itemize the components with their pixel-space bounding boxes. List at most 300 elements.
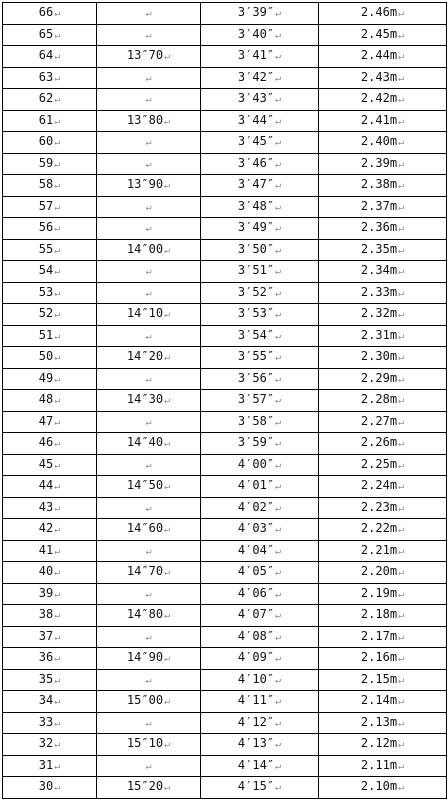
paragraph-mark-icon: ↵: [54, 459, 61, 471]
jump-cell[interactable]: [319, 691, 447, 713]
paragraph-mark-icon: ↵: [398, 760, 405, 772]
score-cell[interactable]: [3, 712, 97, 734]
score-cell[interactable]: [3, 734, 97, 756]
score-cell[interactable]: [3, 626, 97, 648]
paragraph-mark-icon: ↵: [145, 94, 152, 106]
run-cell[interactable]: [201, 497, 319, 519]
jump-cell[interactable]: [319, 454, 447, 476]
score-value: 42: [38, 521, 54, 536]
jump-cell[interactable]: [319, 261, 447, 283]
run-value: 4′05″: [237, 564, 275, 579]
jump-value: 2.19m: [360, 585, 398, 600]
sprint-cell[interactable]: [97, 433, 201, 455]
sprint-cell[interactable]: [97, 691, 201, 713]
jump-value: 2.10m: [360, 779, 398, 794]
score-cell[interactable]: [3, 24, 97, 46]
paragraph-mark-icon: ↵: [275, 158, 282, 170]
sprint-cell[interactable]: [97, 153, 201, 175]
jump-cell[interactable]: [319, 562, 447, 584]
sprint-cell[interactable]: [97, 347, 201, 369]
paragraph-mark-icon: ↵: [164, 51, 171, 63]
jump-cell[interactable]: [319, 626, 447, 648]
score-cell[interactable]: [3, 153, 97, 175]
paragraph-mark-icon: ↵: [275, 72, 282, 84]
run-cell[interactable]: [201, 755, 319, 777]
sprint-value: 14″20: [126, 349, 164, 364]
paragraph-mark-icon: ↵: [145, 287, 152, 299]
jump-value: 2.37m: [360, 198, 398, 213]
paragraph-mark-icon: ↵: [54, 588, 61, 600]
sprint-cell[interactable]: [97, 411, 201, 433]
run-cell[interactable]: [201, 777, 319, 799]
paragraph-mark-icon: ↵: [54, 696, 61, 708]
score-cell[interactable]: [3, 540, 97, 562]
jump-cell[interactable]: [319, 67, 447, 89]
sprint-cell[interactable]: [97, 540, 201, 562]
table-row: [3, 390, 447, 412]
paragraph-mark-icon: ↵: [54, 545, 61, 557]
run-cell[interactable]: [201, 454, 319, 476]
paragraph-mark-icon: ↵: [54, 115, 61, 127]
table-row: [3, 304, 447, 326]
paragraph-mark-icon: ↵: [398, 137, 405, 149]
score-value: 62: [38, 91, 54, 106]
paragraph-mark-icon: ↵: [275, 115, 282, 127]
sprint-cell[interactable]: [97, 175, 201, 197]
paragraph-mark-icon: ↵: [398, 158, 405, 170]
sprint-value: 14″40: [126, 435, 164, 450]
table-row: [3, 347, 447, 369]
table-row: [3, 540, 447, 562]
jump-cell[interactable]: [319, 540, 447, 562]
jump-value: 2.18m: [360, 607, 398, 622]
sprint-cell[interactable]: [97, 626, 201, 648]
run-value: 3′46″: [237, 155, 275, 170]
paragraph-mark-icon: ↵: [54, 717, 61, 729]
score-cell[interactable]: [3, 67, 97, 89]
score-cell[interactable]: [3, 777, 97, 799]
score-value: 46: [38, 435, 54, 450]
score-value: 36: [38, 650, 54, 665]
paragraph-mark-icon: ↵: [145, 29, 152, 41]
paragraph-mark-icon: ↵: [54, 610, 61, 622]
run-cell[interactable]: [201, 46, 319, 68]
run-value: 4′10″: [237, 671, 275, 686]
jump-cell[interactable]: [319, 583, 447, 605]
score-value: 66: [38, 5, 54, 20]
paragraph-mark-icon: ↵: [54, 481, 61, 493]
paragraph-mark-icon: ↵: [164, 782, 171, 794]
paragraph-mark-icon: ↵: [145, 674, 152, 686]
jump-cell[interactable]: [319, 153, 447, 175]
paragraph-mark-icon: ↵: [398, 481, 405, 493]
paragraph-mark-icon: ↵: [275, 395, 282, 407]
jump-cell[interactable]: [319, 605, 447, 627]
jump-cell[interactable]: [319, 325, 447, 347]
sprint-cell[interactable]: [97, 777, 201, 799]
paragraph-mark-icon: ↵: [145, 459, 152, 471]
run-cell[interactable]: [201, 691, 319, 713]
paragraph-mark-icon: ↵: [275, 373, 282, 385]
score-cell[interactable]: [3, 325, 97, 347]
jump-value: 2.29m: [360, 370, 398, 385]
paragraph-mark-icon: ↵: [398, 8, 405, 20]
paragraph-mark-icon: ↵: [398, 29, 405, 41]
jump-cell[interactable]: [319, 347, 447, 369]
jump-cell[interactable]: [319, 368, 447, 390]
sprint-value: 14″60: [126, 521, 164, 536]
sprint-cell[interactable]: [97, 304, 201, 326]
sprint-cell[interactable]: [97, 46, 201, 68]
score-cell[interactable]: [3, 648, 97, 670]
score-cell[interactable]: [3, 196, 97, 218]
table-row: [3, 433, 447, 455]
run-cell[interactable]: [201, 605, 319, 627]
jump-cell[interactable]: [319, 497, 447, 519]
score-value: 55: [38, 241, 54, 256]
run-cell[interactable]: [201, 368, 319, 390]
table-row: [3, 691, 447, 713]
jump-cell[interactable]: [319, 218, 447, 240]
paragraph-mark-icon: ↵: [54, 524, 61, 536]
jump-cell[interactable]: [319, 777, 447, 799]
paragraph-mark-icon: ↵: [164, 244, 171, 256]
paragraph-mark-icon: ↵: [398, 782, 405, 794]
run-cell[interactable]: [201, 153, 319, 175]
score-cell[interactable]: [3, 218, 97, 240]
paragraph-mark-icon: ↵: [54, 760, 61, 772]
paragraph-mark-icon: ↵: [398, 545, 405, 557]
jump-cell[interactable]: [319, 239, 447, 261]
paragraph-mark-icon: ↵: [275, 481, 282, 493]
paragraph-mark-icon: ↵: [398, 674, 405, 686]
score-value: 32: [38, 736, 54, 751]
table-row: [3, 712, 447, 734]
paragraph-mark-icon: ↵: [145, 373, 152, 385]
sprint-cell[interactable]: [97, 583, 201, 605]
sprint-cell[interactable]: [97, 669, 201, 691]
run-cell[interactable]: [201, 519, 319, 541]
paragraph-mark-icon: ↵: [164, 309, 171, 321]
score-value: 49: [38, 370, 54, 385]
score-cell[interactable]: [3, 454, 97, 476]
paragraph-mark-icon: ↵: [275, 201, 282, 213]
jump-value: 2.39m: [360, 155, 398, 170]
run-cell[interactable]: [201, 261, 319, 283]
run-cell[interactable]: [201, 325, 319, 347]
paragraph-mark-icon: ↵: [398, 180, 405, 192]
run-cell[interactable]: [201, 24, 319, 46]
run-value: 3′47″: [237, 177, 275, 192]
run-value: 4′01″: [237, 478, 275, 493]
paragraph-mark-icon: ↵: [54, 244, 61, 256]
sprint-cell[interactable]: [97, 454, 201, 476]
sprint-cell[interactable]: [97, 282, 201, 304]
jump-cell[interactable]: [319, 411, 447, 433]
table-row: [3, 218, 447, 240]
jump-cell[interactable]: [319, 89, 447, 111]
run-value: 3′42″: [237, 69, 275, 84]
run-value: 3′56″: [237, 370, 275, 385]
run-cell[interactable]: [201, 562, 319, 584]
paragraph-mark-icon: ↵: [398, 588, 405, 600]
paragraph-mark-icon: ↵: [54, 395, 61, 407]
jump-cell[interactable]: [319, 3, 447, 25]
jump-cell[interactable]: [319, 304, 447, 326]
sprint-cell[interactable]: [97, 218, 201, 240]
run-cell[interactable]: [201, 132, 319, 154]
run-value: 4′04″: [237, 542, 275, 557]
jump-cell[interactable]: [319, 712, 447, 734]
sprint-cell[interactable]: [97, 261, 201, 283]
score-cell[interactable]: [3, 390, 97, 412]
score-cell[interactable]: [3, 562, 97, 584]
paragraph-mark-icon: ↵: [275, 287, 282, 299]
sprint-cell[interactable]: [97, 110, 201, 132]
run-cell[interactable]: [201, 648, 319, 670]
run-value: 3′41″: [237, 48, 275, 63]
paragraph-mark-icon: ↵: [145, 201, 152, 213]
paragraph-mark-icon: ↵: [275, 8, 282, 20]
paragraph-mark-icon: ↵: [275, 696, 282, 708]
jump-value: 2.30m: [360, 349, 398, 364]
jump-value: 2.32m: [360, 306, 398, 321]
score-cell[interactable]: [3, 519, 97, 541]
jump-cell[interactable]: [319, 755, 447, 777]
score-cell[interactable]: [3, 605, 97, 627]
sprint-value: 14″90: [126, 650, 164, 665]
sprint-value: 14″50: [126, 478, 164, 493]
sprint-cell[interactable]: [97, 519, 201, 541]
score-cell[interactable]: [3, 583, 97, 605]
score-standards-table: [2, 2, 447, 799]
paragraph-mark-icon: ↵: [145, 72, 152, 84]
paragraph-mark-icon: ↵: [275, 631, 282, 643]
run-cell[interactable]: [201, 712, 319, 734]
score-cell[interactable]: [3, 347, 97, 369]
sprint-cell[interactable]: [97, 605, 201, 627]
jump-value: 2.44m: [360, 48, 398, 63]
paragraph-mark-icon: ↵: [54, 72, 61, 84]
paragraph-mark-icon: ↵: [275, 524, 282, 536]
score-value: 47: [38, 413, 54, 428]
table-row: [3, 67, 447, 89]
sprint-cell[interactable]: [97, 734, 201, 756]
jump-cell[interactable]: [319, 132, 447, 154]
sprint-value: 14″10: [126, 306, 164, 321]
sprint-cell[interactable]: [97, 325, 201, 347]
paragraph-mark-icon: ↵: [164, 739, 171, 751]
sprint-cell[interactable]: [97, 476, 201, 498]
score-cell[interactable]: [3, 433, 97, 455]
sprint-value: 15″20: [126, 779, 164, 794]
paragraph-mark-icon: ↵: [398, 524, 405, 536]
jump-cell[interactable]: [319, 476, 447, 498]
table-row: [3, 132, 447, 154]
sprint-value: 13″80: [126, 112, 164, 127]
table-row: [3, 282, 447, 304]
run-cell[interactable]: [201, 239, 319, 261]
paragraph-mark-icon: ↵: [275, 309, 282, 321]
jump-value: 2.11m: [360, 757, 398, 772]
paragraph-mark-icon: ↵: [164, 481, 171, 493]
run-value: 3′45″: [237, 134, 275, 149]
run-value: 4′00″: [237, 456, 275, 471]
table-row: [3, 669, 447, 691]
paragraph-mark-icon: ↵: [398, 51, 405, 63]
score-cell[interactable]: [3, 239, 97, 261]
sprint-cell[interactable]: [97, 648, 201, 670]
score-cell[interactable]: [3, 89, 97, 111]
score-cell[interactable]: [3, 476, 97, 498]
paragraph-mark-icon: ↵: [275, 94, 282, 106]
paragraph-mark-icon: ↵: [398, 352, 405, 364]
paragraph-mark-icon: ↵: [398, 309, 405, 321]
paragraph-mark-icon: ↵: [145, 588, 152, 600]
jump-cell[interactable]: [319, 648, 447, 670]
score-cell[interactable]: [3, 110, 97, 132]
sprint-cell[interactable]: [97, 755, 201, 777]
run-value: 3′44″: [237, 112, 275, 127]
paragraph-mark-icon: ↵: [54, 352, 61, 364]
run-cell[interactable]: [201, 540, 319, 562]
sprint-cell[interactable]: [97, 562, 201, 584]
run-cell[interactable]: [201, 669, 319, 691]
sprint-cell[interactable]: [97, 196, 201, 218]
run-cell[interactable]: [201, 282, 319, 304]
run-value: 4′11″: [237, 693, 275, 708]
score-value: 30: [38, 779, 54, 794]
paragraph-mark-icon: ↵: [398, 244, 405, 256]
run-cell[interactable]: [201, 583, 319, 605]
run-cell[interactable]: [201, 476, 319, 498]
run-value: 4′03″: [237, 521, 275, 536]
jump-cell[interactable]: [319, 24, 447, 46]
jump-cell[interactable]: [319, 390, 447, 412]
score-cell[interactable]: [3, 46, 97, 68]
paragraph-mark-icon: ↵: [398, 717, 405, 729]
run-cell[interactable]: [201, 3, 319, 25]
jump-cell[interactable]: [319, 282, 447, 304]
run-cell[interactable]: [201, 411, 319, 433]
run-cell[interactable]: [201, 89, 319, 111]
sprint-cell[interactable]: [97, 497, 201, 519]
paragraph-mark-icon: ↵: [275, 51, 282, 63]
jump-cell[interactable]: [319, 46, 447, 68]
jump-cell[interactable]: [319, 110, 447, 132]
run-cell[interactable]: [201, 304, 319, 326]
run-value: 3′49″: [237, 220, 275, 235]
score-cell[interactable]: [3, 691, 97, 713]
sprint-value: 14″00: [126, 241, 164, 256]
jump-value: 2.22m: [360, 521, 398, 536]
sprint-cell[interactable]: [97, 368, 201, 390]
jump-value: 2.25m: [360, 456, 398, 471]
sprint-cell[interactable]: [97, 712, 201, 734]
paragraph-mark-icon: ↵: [398, 72, 405, 84]
paragraph-mark-icon: ↵: [275, 717, 282, 729]
table-row: [3, 605, 447, 627]
jump-cell[interactable]: [319, 734, 447, 756]
paragraph-mark-icon: ↵: [398, 502, 405, 514]
score-cell[interactable]: [3, 175, 97, 197]
paragraph-mark-icon: ↵: [275, 244, 282, 256]
score-cell[interactable]: [3, 669, 97, 691]
paragraph-mark-icon: ↵: [54, 373, 61, 385]
paragraph-mark-icon: ↵: [54, 438, 61, 450]
jump-cell[interactable]: [319, 519, 447, 541]
score-value: 33: [38, 714, 54, 729]
score-value: 37: [38, 628, 54, 643]
table-row: [3, 562, 447, 584]
score-cell[interactable]: [3, 132, 97, 154]
score-cell[interactable]: [3, 282, 97, 304]
score-cell[interactable]: [3, 755, 97, 777]
sprint-cell[interactable]: [97, 67, 201, 89]
score-cell[interactable]: [3, 3, 97, 25]
score-cell[interactable]: [3, 304, 97, 326]
jump-value: 2.40m: [360, 134, 398, 149]
score-cell[interactable]: [3, 368, 97, 390]
paragraph-mark-icon: ↵: [398, 696, 405, 708]
table-row: [3, 175, 447, 197]
run-cell[interactable]: [201, 110, 319, 132]
paragraph-mark-icon: ↵: [398, 201, 405, 213]
sprint-cell[interactable]: [97, 390, 201, 412]
run-cell[interactable]: [201, 390, 319, 412]
run-cell[interactable]: [201, 196, 319, 218]
table-row: [3, 519, 447, 541]
score-cell[interactable]: [3, 411, 97, 433]
sprint-cell[interactable]: [97, 89, 201, 111]
sprint-cell[interactable]: [97, 132, 201, 154]
paragraph-mark-icon: ↵: [145, 8, 152, 20]
paragraph-mark-icon: ↵: [145, 158, 152, 170]
score-value: 52: [38, 306, 54, 321]
run-cell[interactable]: [201, 347, 319, 369]
run-cell[interactable]: [201, 218, 319, 240]
score-cell[interactable]: [3, 261, 97, 283]
jump-cell[interactable]: [319, 196, 447, 218]
paragraph-mark-icon: ↵: [145, 760, 152, 772]
jump-cell[interactable]: [319, 175, 447, 197]
run-cell[interactable]: [201, 734, 319, 756]
paragraph-mark-icon: ↵: [54, 631, 61, 643]
paragraph-mark-icon: ↵: [275, 137, 282, 149]
sprint-cell[interactable]: [97, 3, 201, 25]
score-cell[interactable]: [3, 497, 97, 519]
jump-cell[interactable]: [319, 669, 447, 691]
paragraph-mark-icon: ↵: [275, 545, 282, 557]
paragraph-mark-icon: ↵: [275, 459, 282, 471]
sprint-cell[interactable]: [97, 239, 201, 261]
sprint-cell[interactable]: [97, 24, 201, 46]
score-value: 64: [38, 48, 54, 63]
run-cell[interactable]: [201, 67, 319, 89]
paragraph-mark-icon: ↵: [164, 352, 171, 364]
paragraph-mark-icon: ↵: [398, 223, 405, 235]
run-cell[interactable]: [201, 626, 319, 648]
jump-value: 2.43m: [360, 69, 398, 84]
run-cell[interactable]: [201, 175, 319, 197]
paragraph-mark-icon: ↵: [398, 631, 405, 643]
paragraph-mark-icon: ↵: [275, 760, 282, 772]
jump-cell[interactable]: [319, 433, 447, 455]
score-value: 38: [38, 607, 54, 622]
score-value: 35: [38, 671, 54, 686]
score-value: 60: [38, 134, 54, 149]
run-cell[interactable]: [201, 433, 319, 455]
